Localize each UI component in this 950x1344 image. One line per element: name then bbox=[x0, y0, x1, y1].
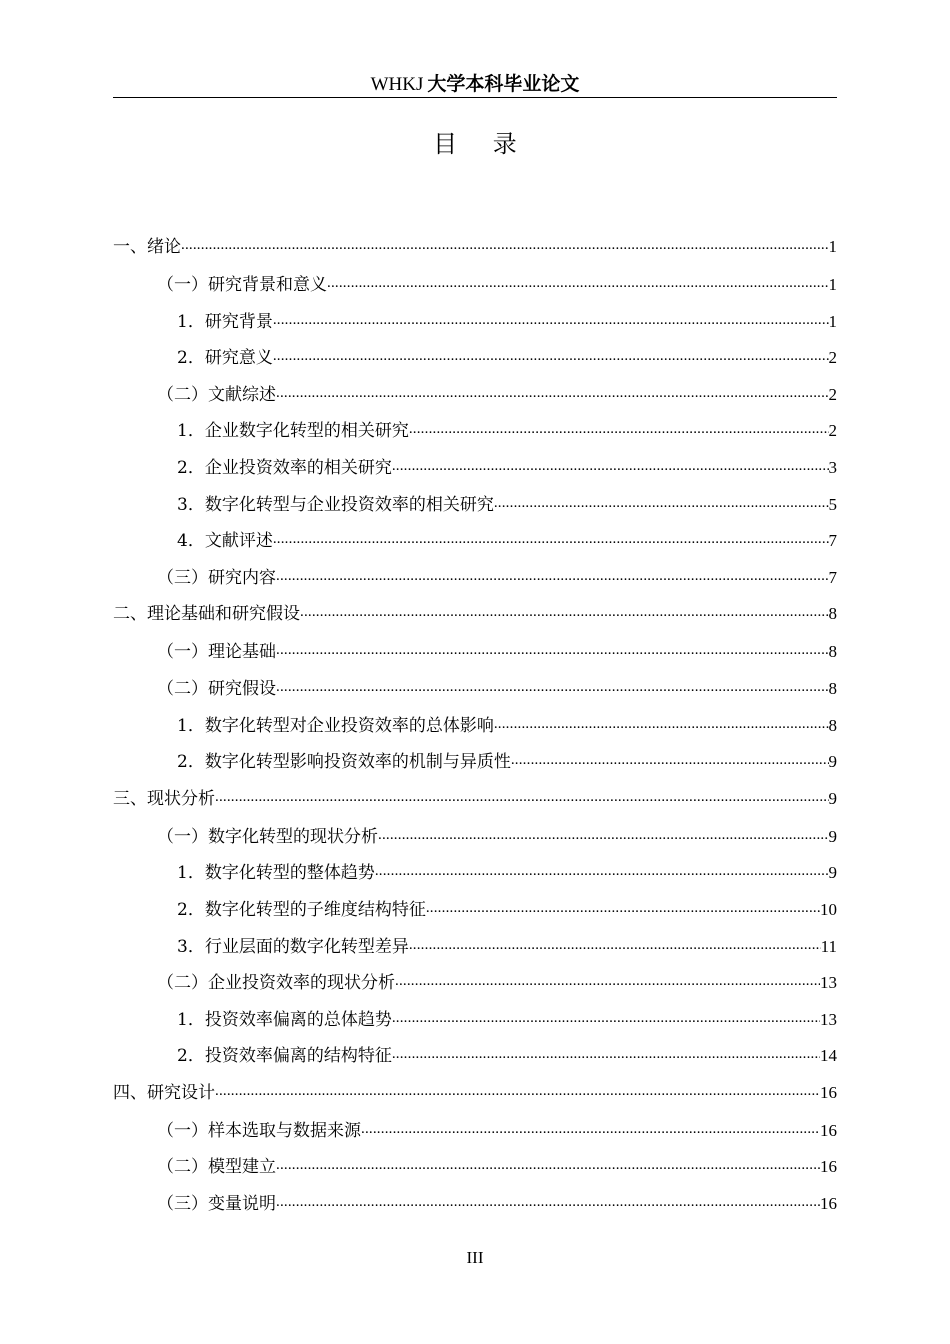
toc-entry[interactable] bbox=[113, 858, 837, 895]
toc-leader-dots bbox=[409, 932, 821, 952]
toc-entry-label: 3．数字化转型与企业投资效率的相关研究 bbox=[177, 494, 494, 515]
toc-leader-dots bbox=[392, 1041, 820, 1061]
toc-entry-page: 8 bbox=[828, 678, 837, 698]
toc-entry-label: 2．数字化转型影响投资效率的机制与异质性 bbox=[177, 752, 511, 773]
toc-entry-page: 14 bbox=[820, 1046, 837, 1066]
toc-entry[interactable] bbox=[113, 1041, 837, 1078]
toc-entry-label: （三）研究内容 bbox=[157, 567, 276, 588]
toc-leader-dots bbox=[494, 711, 829, 731]
toc-entry[interactable] bbox=[113, 711, 837, 748]
toc-entry[interactable] bbox=[113, 674, 837, 711]
toc-entry-label: 4．文献评述 bbox=[177, 531, 273, 552]
page-number: III bbox=[466, 1248, 484, 1267]
toc-entry-label: 四、研究设计 bbox=[113, 1082, 215, 1103]
toc-leader-dots bbox=[215, 784, 829, 804]
toc-leader-dots bbox=[375, 858, 829, 878]
toc-entry-page: 1 bbox=[828, 311, 837, 331]
toc-entry[interactable] bbox=[113, 822, 837, 859]
toc-leader-dots bbox=[276, 674, 829, 694]
toc-leader-dots bbox=[392, 453, 829, 473]
toc-entry-page: 16 bbox=[820, 1082, 837, 1102]
toc-entry-label: 1．研究背景 bbox=[177, 311, 273, 332]
toc-entry-page: 9 bbox=[828, 863, 837, 883]
toc-leader-dots bbox=[276, 563, 829, 583]
toc-entry[interactable] bbox=[113, 563, 837, 600]
toc-leader-dots bbox=[276, 1189, 820, 1209]
toc-entry-page: 13 bbox=[820, 973, 837, 993]
toc-leader-dots bbox=[273, 526, 829, 546]
toc-entry[interactable] bbox=[113, 1005, 837, 1042]
toc-entry-page: 2 bbox=[828, 348, 837, 368]
toc-entry[interactable] bbox=[113, 307, 837, 344]
toc-entry[interactable] bbox=[113, 453, 837, 490]
toc-entry-page: 10 bbox=[820, 899, 837, 919]
toc-entry[interactable] bbox=[113, 270, 837, 307]
toc-entry-label: （一）数字化转型的现状分析 bbox=[157, 826, 378, 847]
toc-entry[interactable] bbox=[113, 1078, 837, 1116]
toc-entry-page: 3 bbox=[828, 457, 837, 477]
toc-leader-dots bbox=[276, 1152, 820, 1172]
toc-entry[interactable] bbox=[113, 343, 837, 380]
toc-entry-label: （一）研究背景和意义 bbox=[157, 275, 327, 295]
toc-entry-label: （二）文献综述 bbox=[157, 384, 276, 405]
toc-entry-label: 1．投资效率偏离的总体趋势 bbox=[177, 1009, 392, 1030]
header-rule bbox=[113, 97, 837, 98]
toc-entry[interactable] bbox=[113, 416, 837, 453]
toc-entry-page: 1 bbox=[828, 237, 837, 256]
toc-leader-dots bbox=[215, 1078, 820, 1098]
toc-entry[interactable] bbox=[113, 637, 837, 674]
toc-entry-page: 8 bbox=[828, 604, 837, 624]
toc-entry-label: （三）变量说明 bbox=[157, 1194, 276, 1215]
toc-entry-label: 2．研究意义 bbox=[177, 348, 273, 369]
toc-entry-label: 1．数字化转型对企业投资效率的总体影响 bbox=[177, 715, 494, 736]
toc-entry-label: 1．数字化转型的整体趋势 bbox=[177, 863, 375, 884]
running-header bbox=[113, 72, 837, 97]
toc-leader-dots bbox=[181, 232, 829, 252]
toc-entry-page: 13 bbox=[820, 1009, 837, 1029]
toc-entry[interactable] bbox=[113, 1189, 837, 1226]
toc-entry-label: 一、绪论 bbox=[113, 237, 181, 257]
toc-entry-page: 2 bbox=[828, 421, 837, 441]
toc-entry-label: 二、理论基础和研究假设 bbox=[113, 604, 300, 625]
toc-entry-page: 9 bbox=[828, 788, 837, 808]
toc-entry[interactable] bbox=[113, 747, 837, 784]
toc-entry[interactable] bbox=[113, 932, 837, 969]
toc-entry-label: （二）研究假设 bbox=[157, 678, 276, 699]
toc-entry-page: 16 bbox=[820, 1157, 837, 1177]
toc-leader-dots bbox=[378, 822, 829, 842]
toc-entry-label: 2．数字化转型的子维度结构特征 bbox=[177, 899, 426, 920]
toc-leader-dots bbox=[426, 895, 820, 915]
toc-entry[interactable] bbox=[113, 232, 837, 270]
toc-leader-dots bbox=[511, 747, 829, 767]
toc-entry[interactable] bbox=[113, 526, 837, 563]
toc-leader-dots bbox=[361, 1116, 820, 1136]
toc-entry-page: 5 bbox=[828, 494, 837, 514]
toc-leader-dots bbox=[494, 490, 829, 510]
table-of-contents bbox=[113, 232, 837, 1226]
toc-leader-dots bbox=[409, 416, 829, 436]
toc-entry[interactable] bbox=[113, 1152, 837, 1189]
toc-entry-label: 2．投资效率偏离的结构特征 bbox=[177, 1046, 392, 1067]
toc-entry-page: 9 bbox=[828, 826, 837, 846]
toc-entry[interactable] bbox=[113, 968, 837, 1005]
toc-entry[interactable] bbox=[113, 490, 837, 527]
toc-entry-page: 16 bbox=[820, 1120, 837, 1140]
toc-entry[interactable] bbox=[113, 1116, 837, 1153]
toc-entry-page: 9 bbox=[828, 752, 837, 772]
toc-entry-page: 7 bbox=[828, 531, 837, 551]
page-title: 目 录 bbox=[433, 130, 531, 158]
toc-entry-label: （一）理论基础 bbox=[157, 642, 276, 663]
toc-leader-dots bbox=[273, 343, 829, 363]
toc-entry-page: 16 bbox=[820, 1194, 837, 1214]
toc-leader-dots bbox=[300, 599, 829, 619]
toc-leader-dots bbox=[395, 968, 820, 988]
toc-leader-dots bbox=[276, 637, 829, 657]
toc-entry-page: 1 bbox=[828, 275, 837, 294]
toc-entry[interactable] bbox=[113, 380, 837, 417]
toc-leader-dots bbox=[276, 380, 829, 400]
toc-entry[interactable] bbox=[113, 895, 837, 932]
toc-entry[interactable] bbox=[113, 784, 837, 822]
toc-leader-dots bbox=[327, 270, 829, 290]
toc-entry-page: 8 bbox=[828, 642, 837, 662]
toc-leader-dots bbox=[392, 1005, 820, 1025]
toc-entry[interactable] bbox=[113, 599, 837, 637]
toc-entry-label: （二）企业投资效率的现状分析 bbox=[157, 973, 395, 994]
toc-entry-label: 三、现状分析 bbox=[113, 788, 215, 809]
toc-entry-label: 1．企业数字化转型的相关研究 bbox=[177, 421, 409, 442]
toc-entry-page: 7 bbox=[828, 567, 837, 587]
toc-leader-dots bbox=[273, 307, 829, 327]
header-school-code: WHKJ bbox=[370, 74, 424, 95]
toc-entry-label: 2．企业投资效率的相关研究 bbox=[177, 457, 392, 478]
toc-entry-page: 8 bbox=[828, 715, 837, 735]
toc-entry-label: （一）样本选取与数据来源 bbox=[157, 1120, 361, 1141]
toc-entry-label: （二）模型建立 bbox=[157, 1157, 276, 1178]
toc-entry-label: 3．行业层面的数字化转型差异 bbox=[177, 936, 409, 957]
header-document-type: 大学本科毕业论文 bbox=[427, 73, 580, 95]
toc-entry-page: 2 bbox=[828, 384, 837, 404]
toc-entry-page: 11 bbox=[820, 936, 837, 956]
